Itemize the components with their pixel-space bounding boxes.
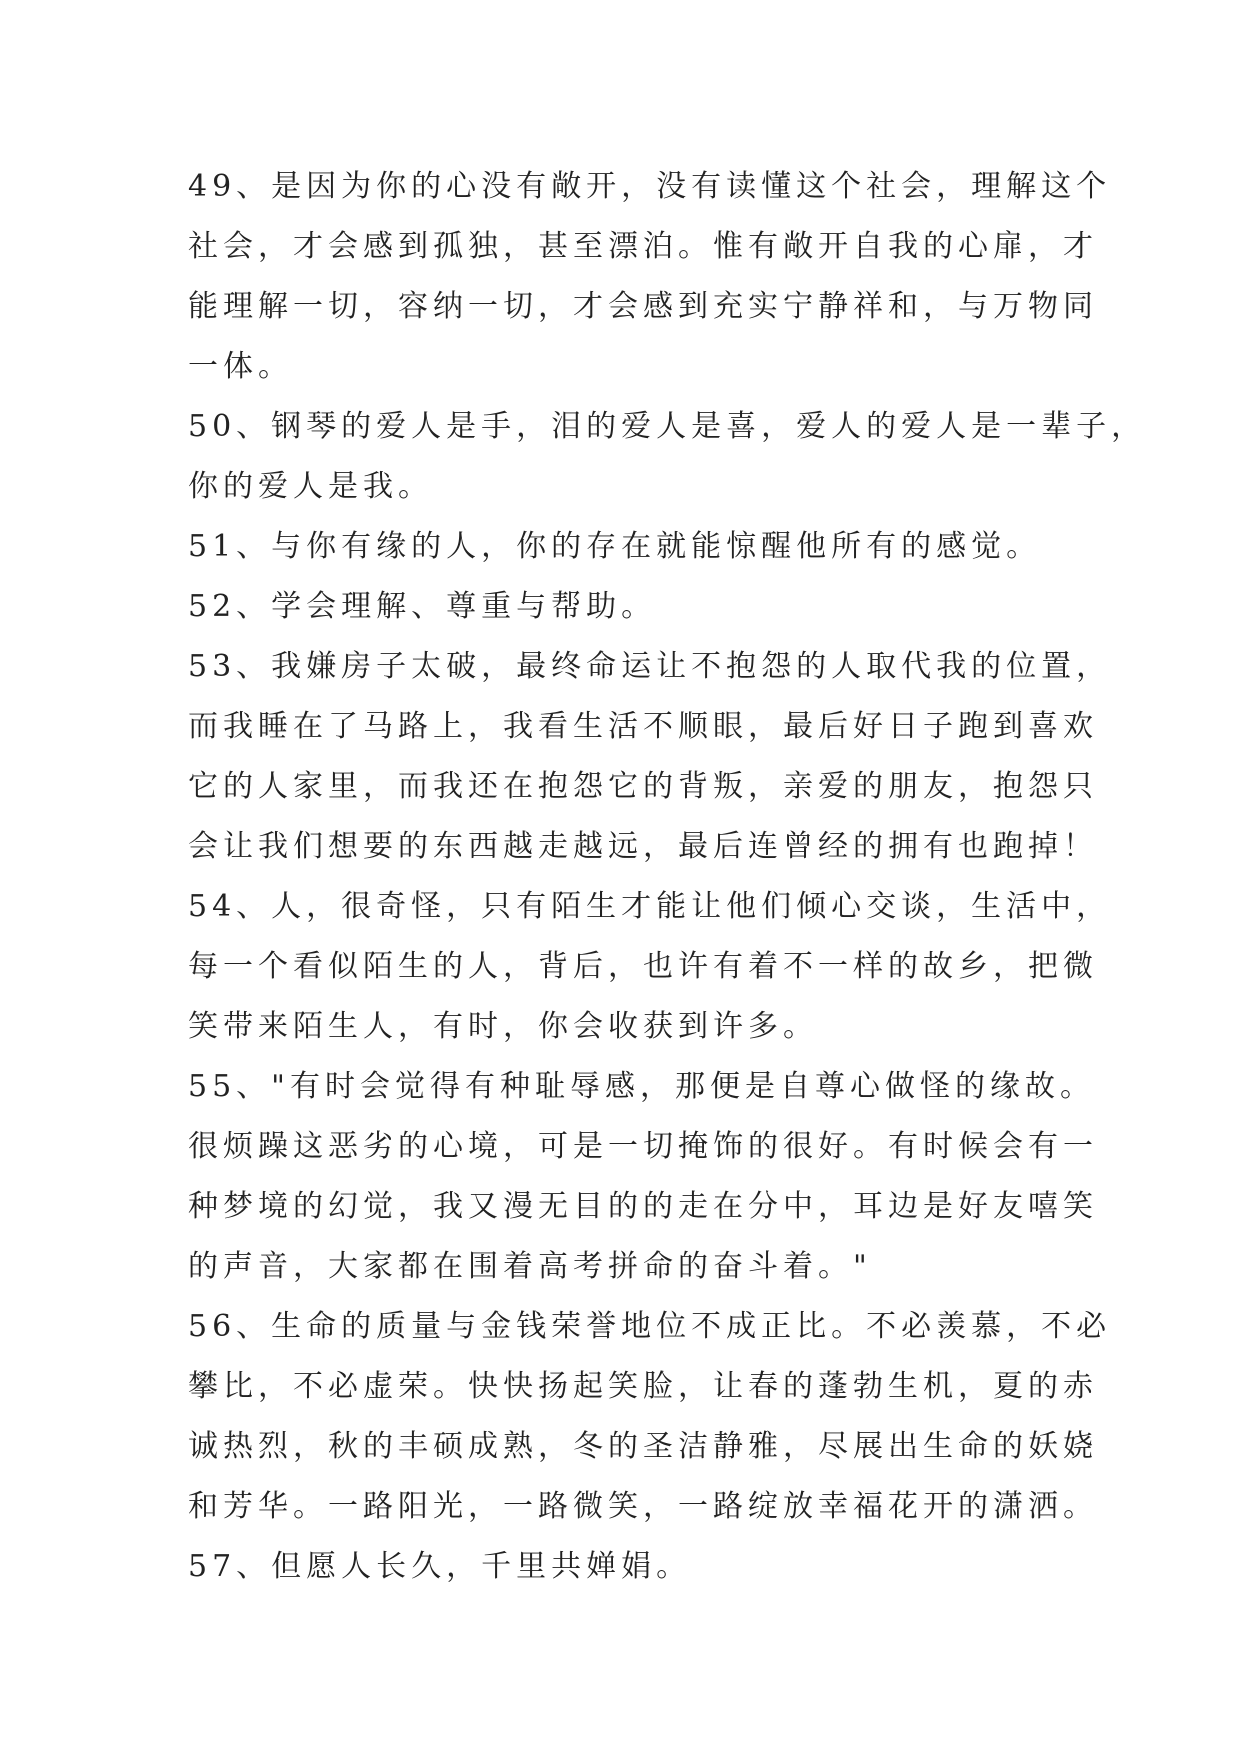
text-line: 笑带来陌生人，有时，你会收获到许多。 [188,1009,818,1044]
text-line: 和芳华。一路阳光，一路微笑，一路绽放幸福花开的潇洒。 [188,1489,1098,1524]
text-line: 很烦躁这恶劣的心境，可是一切掩饰的很好。有时候会有一 [188,1129,1098,1164]
text-line: 50、钢琴的爱人是手，泪的爱人是喜，爱人的爱人是一辈子， [188,409,1147,444]
text-line: 一体。 [188,349,293,384]
text-line: 57、但愿人长久，千里共婵娟。 [188,1549,692,1584]
text-line: 能理解一切，容纳一切，才会感到充实宁静祥和，与万物同 [188,289,1098,324]
text-line: 56、生命的质量与金钱荣誉地位不成正比。不必羡慕，不必 [188,1309,1112,1344]
text-line: 每一个看似陌生的人，背后，也许有着不一样的故乡，把微 [188,949,1098,984]
text-line: 55、"有时会觉得有种耻辱感，那便是自尊心做怪的缘故。 [188,1069,1095,1104]
text-line: 而我睡在了马路上，我看生活不顺眼，最后好日子跑到喜欢 [188,709,1098,744]
text-line: 52、学会理解、尊重与帮助。 [188,589,657,624]
text-line: 社会，才会感到孤独，甚至漂泊。惟有敞开自我的心扉，才 [188,229,1098,264]
text-line: 种梦境的幻觉，我又漫无目的的走在分中，耳边是好友嘻笑 [188,1189,1098,1224]
text-line: 诚热烈，秋的丰硕成熟，冬的圣洁静雅，尽展出生命的妖娆 [188,1429,1098,1464]
text-line: 它的人家里，而我还在抱怨它的背叛，亲爱的朋友，抱怨只 [188,769,1098,804]
text-line: 49、是因为你的心没有敞开，没有读懂这个社会，理解这个 [188,169,1112,204]
text-line: 53、我嫌房子太破，最终命运让不抱怨的人取代我的位置， [188,649,1112,684]
text-line: 54、人，很奇怪，只有陌生才能让他们倾心交谈，生活中， [188,889,1112,924]
text-line: 攀比，不必虚荣。快快扬起笑脸，让春的蓬勃生机，夏的赤 [188,1369,1098,1404]
document-body [188,157,1147,1597]
text-line: 的声音，大家都在围着高考拼命的奋斗着。" [188,1249,872,1284]
text-line: 你的爱人是我。 [188,469,433,504]
text-line: 51、与你有缘的人，你的存在就能惊醒他所有的感觉。 [188,529,1042,564]
text-line: 会让我们想要的东西越走越远，最后连曾经的拥有也跑掉！ [188,829,1098,864]
